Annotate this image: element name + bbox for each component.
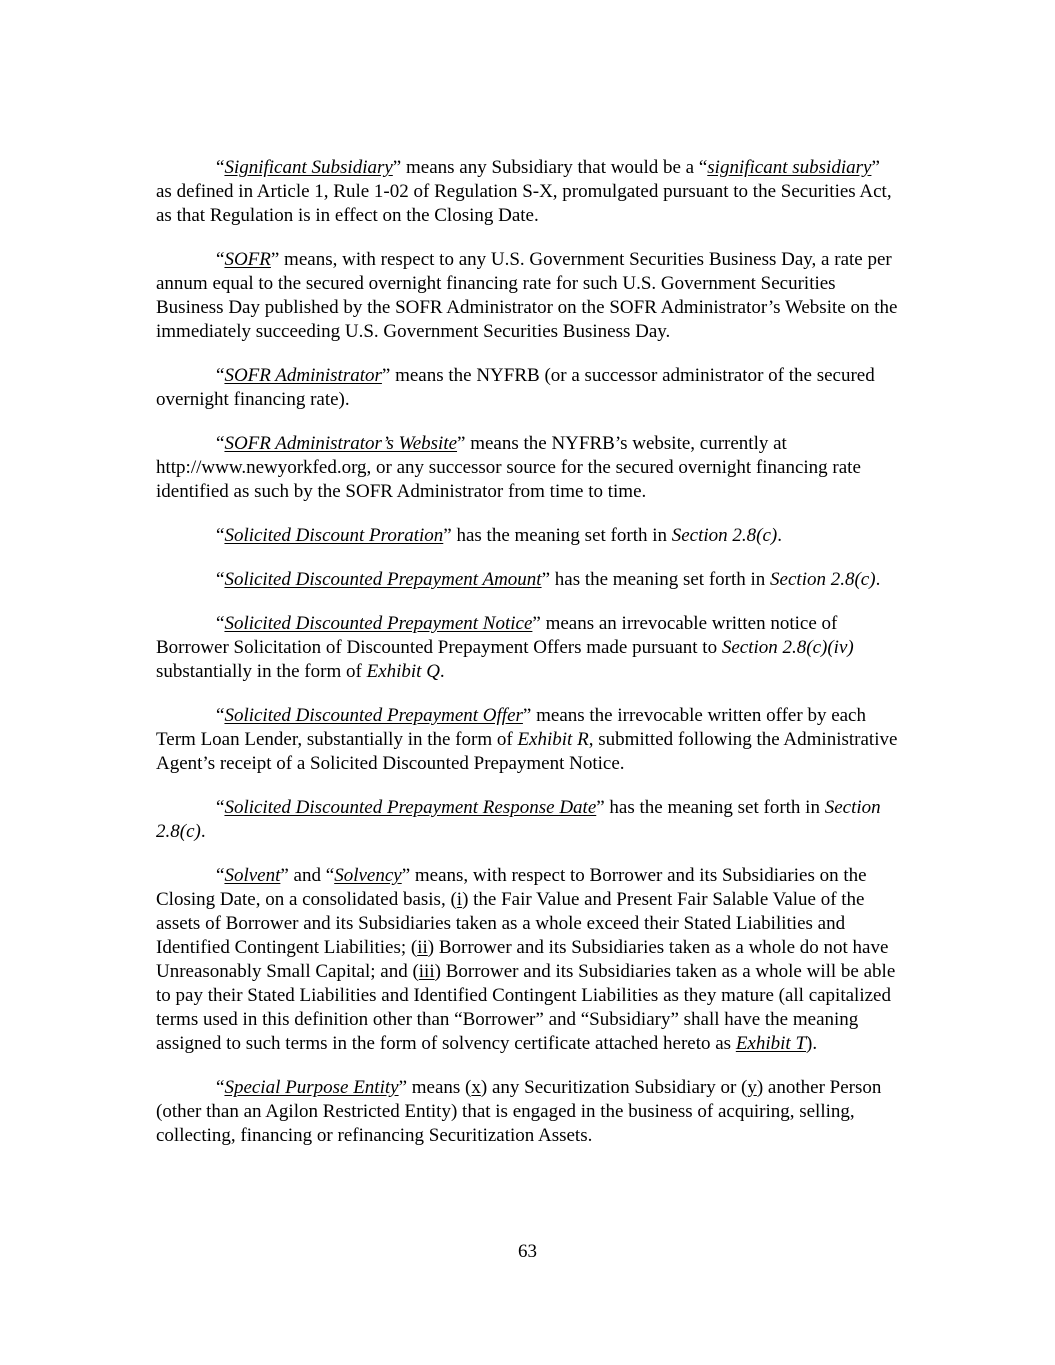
- definition-text: ” means the NYFRB’s website, currently at http://www.newyorkfed.org, or any successor source for the secured overnight financing rate identified as such by the SOFR Administrator from time to time.: [156, 433, 861, 502]
- definition-text: “: [216, 433, 225, 454]
- defined-term: Special Purpose Entity: [224, 1077, 399, 1098]
- defined-term: significant subsidiary: [707, 157, 872, 178]
- definition-text: , submitted following the Administrative Agent’s receipt of a Solicited Discounted Prepayment Notice.: [156, 729, 898, 774]
- definition-text: ” and “: [280, 865, 335, 886]
- clause-marker: i: [456, 889, 463, 910]
- definition-text: “: [216, 249, 225, 270]
- definition-text: ).: [806, 1033, 818, 1054]
- defined-term: Significant Subsidiary: [224, 157, 393, 178]
- definition-text: ) any Securitization Subsidiary or (: [480, 1077, 748, 1098]
- definition-text: “: [216, 797, 225, 818]
- clause-marker: y: [747, 1077, 757, 1098]
- defined-term: Solicited Discounted Prepayment Response Date: [224, 797, 597, 818]
- definition-text: ” means any Subsidiary that would be a “: [392, 157, 708, 178]
- clause-marker: x: [471, 1077, 481, 1098]
- def-significant-subsidiary: [156, 156, 898, 228]
- definition-text: ” has the meaning set forth in: [443, 525, 672, 546]
- page-number: 63: [518, 1241, 537, 1262]
- definition-text: “: [216, 157, 225, 178]
- def-solvent: [156, 864, 898, 1056]
- definition-text: ) the Fair Value and Present Fair Salable Value of the assets of Borrower and its Subsidiaries taken as a whole exceed their Stated Liabilities and Identified Contingent Liabilities; (: [156, 889, 865, 958]
- defined-term: SOFR Administrator’s Website: [224, 433, 458, 454]
- defined-term: Solicited Discounted Prepayment Amount: [224, 569, 542, 590]
- def-solicited-discounted-prepayment-amount: [156, 568, 898, 592]
- definition-text: .: [777, 525, 783, 546]
- def-solicited-discount-proration: [156, 524, 898, 548]
- definition-text: “: [216, 569, 225, 590]
- cross-reference: Section 2.8(c): [770, 569, 876, 590]
- definition-text: “: [216, 865, 225, 886]
- def-solicited-discounted-prepayment-notice: [156, 612, 898, 684]
- definition-text: ” means, with respect to any U.S. Government Securities Business Day, a rate per annum equal to the secured overnight financing rate for such U.S. Government Securities Business Day published by the SOFR Administrator on the SOFR Administrator’s Website on the immediately succeeding U.S. Government Securities Business Day.: [156, 249, 898, 342]
- definition-text: “: [216, 365, 225, 386]
- defined-term: SOFR: [224, 249, 271, 270]
- definition-text: .: [200, 821, 206, 842]
- definition-text: ” as defined in Article 1, Rule 1-02 of Regulation S-X, promulgated pursuant to the Securities Act, as that Regulation is in effect on the Closing Date.: [156, 157, 892, 226]
- defined-term: Solicited Discounted Prepayment Offer: [224, 705, 523, 726]
- definition-text: .: [439, 661, 445, 682]
- cross-reference: Section 2.8(c): [156, 797, 881, 842]
- defined-term: SOFR Administrator: [224, 365, 382, 386]
- clause-marker: ii: [417, 937, 428, 958]
- definition-text: .: [875, 569, 881, 590]
- cross-reference: Exhibit R: [517, 729, 589, 750]
- def-solicited-discounted-prepayment-offer: [156, 704, 898, 776]
- definition-text: ” means the irrevocable written offer by each Term Loan Lender, substantially in the form of: [156, 705, 866, 750]
- definition-text: ” means (: [398, 1077, 472, 1098]
- def-sofr-administrators-website: [156, 432, 898, 504]
- def-solicited-discounted-prepayment-response-date: [156, 796, 898, 844]
- definition-text: “: [216, 705, 225, 726]
- definition-text: ) another Person (other than an Agilon Restricted Entity) that is engaged in the business of acquiring, selling, collecting, financing or refinancing Securitization Assets.: [156, 1077, 882, 1146]
- definition-text: ” has the meaning set forth in: [541, 569, 771, 590]
- defined-term: Solvency: [334, 865, 402, 886]
- def-sofr-administrator: [156, 364, 898, 412]
- definition-text: “: [216, 525, 225, 546]
- definition-text: ” has the meaning set forth in: [596, 797, 825, 818]
- defined-term: Solicited Discounted Prepayment Notice: [224, 613, 533, 634]
- definitions-list: [156, 156, 898, 1168]
- cross-reference: Section 2.8(c)(iv): [721, 637, 854, 658]
- definition-text: ” means, with respect to Borrower and its Subsidiaries on the Closing Date, on a consolidated basis, (: [156, 865, 867, 910]
- cross-reference: Section 2.8(c): [671, 525, 778, 546]
- definition-text: ” means an irrevocable written notice of Borrower Solicitation of Discounted Prepayment Offers made pursuant to: [156, 613, 838, 658]
- def-special-purpose-entity: [156, 1076, 898, 1148]
- clause-marker: iii: [418, 961, 435, 982]
- definition-text: ) Borrower and its Subsidiaries taken as a whole will be able to pay their Stated Liabilities and Identified Contingent Liabilities as they mature (all capitalized terms used in this definition other than “Borrower” and “Subsidiary” shall have the meaning assigned to such terms in the form of solvency certificate attached hereto as: [156, 961, 896, 1054]
- definition-text: “: [216, 613, 225, 634]
- def-sofr: [156, 248, 898, 344]
- cross-reference: Exhibit Q: [366, 661, 440, 682]
- definition-text: ” means the NYFRB (or a successor administrator of the secured overnight financing rate).: [156, 365, 875, 410]
- definition-text: ) Borrower and its Subsidiaries taken as a whole do not have Unreasonably Small Capital; and (: [156, 937, 889, 982]
- defined-term: Solvent: [224, 865, 281, 886]
- defined-term: Solicited Discount Proration: [224, 525, 444, 546]
- definition-text: substantially in the form of: [156, 661, 367, 682]
- definition-text: “: [216, 1077, 225, 1098]
- defined-term: Exhibit T: [735, 1033, 807, 1054]
